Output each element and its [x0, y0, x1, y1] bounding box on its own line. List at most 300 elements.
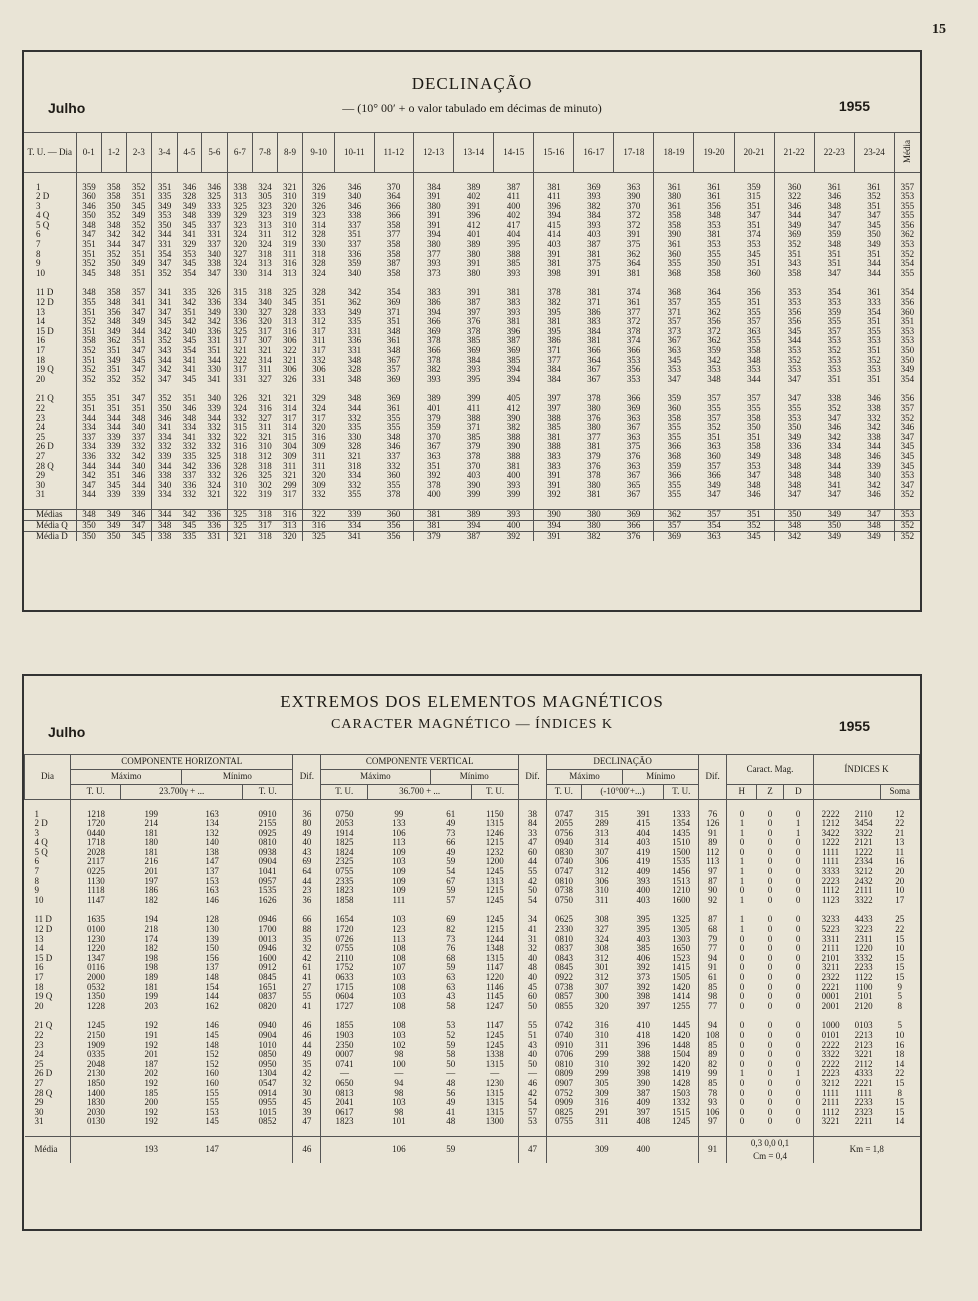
cell: 367: [386, 354, 401, 365]
cell: 0: [727, 1089, 757, 1099]
cell: 1111: [855, 1087, 873, 1098]
cell: 384: [534, 365, 574, 375]
cell: 1305: [672, 924, 691, 935]
empty-cell: [321, 1137, 368, 1163]
cell: 57: [446, 894, 456, 905]
header-hour: 2-3: [126, 133, 152, 173]
cell: 361: [626, 297, 641, 308]
cell: 91: [699, 963, 727, 973]
cell: 347: [76, 230, 102, 240]
cell: 153: [205, 875, 219, 886]
cell: 334: [347, 470, 362, 481]
cell: 0: [727, 1002, 757, 1012]
cell: 355: [654, 481, 694, 491]
cell: 348: [131, 412, 146, 423]
cell: 352: [131, 373, 146, 384]
cell: 0617: [321, 1108, 368, 1118]
cell: 1: [727, 925, 757, 935]
row-label: 25: [34, 1058, 44, 1069]
day-row: [25, 973, 920, 983]
cell: 337: [386, 450, 401, 461]
cell: 1220: [485, 972, 504, 982]
cell: 335: [347, 422, 362, 433]
cell: 46: [293, 1031, 321, 1041]
cell: 386: [534, 336, 574, 346]
cell: 30: [293, 1089, 321, 1099]
cell: 383: [534, 462, 574, 472]
cell: 354: [694, 521, 734, 532]
cell: 355: [707, 297, 721, 308]
cell: 354: [152, 250, 178, 260]
header-hour: 19-20: [694, 133, 734, 173]
cell: 0909: [546, 1098, 581, 1108]
cell: 2101: [814, 954, 848, 964]
cell: 99: [394, 808, 404, 819]
cell: 351: [747, 200, 761, 211]
cell: 35: [293, 1060, 321, 1070]
day-row: [25, 1098, 920, 1108]
cell: 321: [282, 181, 297, 192]
cell: 0: [727, 1098, 757, 1108]
cell: 345: [894, 462, 920, 472]
cell: 381: [506, 316, 521, 327]
cell: 1850: [71, 1079, 121, 1089]
header-hour: 10-11: [335, 133, 374, 173]
cell: 378: [414, 481, 454, 491]
cell: 82: [699, 1060, 727, 1070]
cell: 390: [506, 441, 521, 452]
cell: 384: [534, 375, 574, 385]
cell: 351: [76, 250, 102, 260]
cell: 393: [414, 259, 454, 269]
cell: 355: [654, 259, 694, 269]
cell: 375: [626, 239, 641, 250]
cell: 320: [303, 471, 335, 481]
day-row: [25, 857, 920, 867]
cell: 387: [466, 297, 481, 308]
cell: 2111: [814, 1098, 848, 1108]
row-label: 25: [36, 431, 45, 442]
cell: 326: [303, 183, 335, 193]
cell: 351: [386, 316, 401, 327]
cell: 384: [587, 325, 601, 336]
cell: 0: [767, 972, 773, 982]
cell: 381: [534, 259, 574, 269]
cell: 2150: [71, 1031, 121, 1041]
cell: 1500: [672, 846, 691, 857]
cell: 347: [152, 375, 178, 385]
cell: 59: [446, 856, 456, 867]
cell: 346: [131, 470, 146, 481]
cell: 337: [76, 433, 102, 443]
cell: 1041: [258, 866, 277, 877]
cell: 345: [107, 479, 121, 490]
cell: 379: [587, 450, 601, 461]
cell: 340: [258, 297, 272, 308]
cell: 369: [587, 181, 601, 192]
cell: 387: [386, 258, 401, 269]
cell: 367: [587, 364, 601, 375]
row-label: 20: [36, 373, 45, 384]
cell: 336: [347, 248, 362, 259]
cell: 364: [707, 287, 721, 298]
cell: 377: [534, 356, 574, 366]
cell: 351: [107, 393, 121, 404]
cell: 0: [795, 808, 801, 819]
header-caract: Caract. Mag.: [727, 755, 814, 785]
cell: 344: [76, 462, 102, 472]
cell: 347: [854, 510, 894, 521]
cell: 357: [654, 298, 694, 308]
cell: 327: [258, 412, 272, 423]
cell: 2222: [814, 810, 848, 820]
declinacao-title: DECLINAÇÃO: [411, 74, 533, 93]
cell: 378: [587, 470, 601, 481]
mean-row: [24, 531, 920, 541]
cell: 347: [894, 433, 920, 443]
cell: 63: [446, 972, 456, 982]
cell: 1245: [485, 866, 504, 877]
cell: 1218: [71, 810, 121, 820]
cell: 352: [152, 336, 178, 346]
cell: 1415: [672, 962, 691, 973]
cell: 355: [774, 404, 814, 414]
cell: 340: [347, 191, 362, 202]
spacer-row: [24, 500, 920, 510]
cell: 356: [747, 287, 761, 298]
cell: 392: [534, 490, 574, 500]
header-decl: DECLINAÇÃO: [546, 755, 698, 770]
row-label: 8: [34, 875, 39, 886]
cell: 337: [182, 470, 197, 481]
cell: 42: [293, 954, 321, 964]
header-hour: 1-2: [102, 133, 127, 173]
cell: 16: [895, 1039, 905, 1050]
cell: 395: [534, 327, 574, 337]
row-label: 30: [34, 1106, 44, 1117]
extremos-year: 1955: [838, 718, 870, 734]
cell: 1600: [258, 952, 277, 963]
cell: 341: [207, 373, 221, 384]
cell: 350: [894, 356, 920, 366]
cell: 351: [76, 356, 102, 366]
cell: 8: [897, 1000, 903, 1011]
cell: 10: [895, 1029, 905, 1040]
media-row: [25, 1137, 920, 1163]
cell: 67: [446, 875, 456, 886]
cell: 103: [392, 914, 406, 925]
cell: 0103: [854, 1020, 873, 1031]
cell: 351: [76, 240, 102, 250]
day-row: [25, 896, 920, 906]
cell: 326: [282, 373, 297, 384]
cell: 339: [107, 441, 121, 452]
cell: 348: [107, 297, 121, 308]
cell: 371: [386, 306, 401, 317]
cell: 391: [414, 221, 454, 231]
cell: 1825: [321, 838, 368, 848]
cell: 1: [727, 867, 757, 877]
cell: 366: [587, 345, 601, 355]
cell: 360: [386, 470, 401, 481]
cell: 367: [626, 489, 641, 500]
cell: 0547: [258, 1077, 277, 1088]
cell: 403: [636, 894, 650, 905]
row-label: 23: [34, 1039, 44, 1050]
cell: 345: [282, 297, 297, 308]
cell: 76: [446, 943, 456, 954]
cell: 55: [519, 867, 547, 877]
cell: 370: [414, 433, 454, 443]
cell: 356: [707, 316, 721, 327]
cell: 347: [827, 267, 841, 278]
cell: 385: [506, 258, 521, 269]
cell: 391: [626, 229, 641, 240]
cell: 1650: [672, 943, 691, 954]
cell: 15: [895, 972, 905, 982]
row-label: 14: [34, 943, 44, 954]
cell: 333: [303, 308, 335, 318]
cell: 364: [587, 354, 601, 365]
cell: 1510: [672, 837, 691, 848]
cell: 350: [107, 200, 121, 211]
cell: 10: [895, 943, 905, 954]
cell: 55: [519, 1021, 547, 1031]
cell: 2123: [854, 1039, 873, 1050]
cell: 340: [152, 481, 178, 491]
cell: 336: [202, 510, 228, 521]
cell: 335: [152, 192, 178, 202]
cell: 349: [102, 510, 127, 521]
row-label: Média Q: [24, 521, 76, 532]
row-label: 11 D: [34, 914, 52, 925]
cell: 1505: [672, 972, 691, 982]
cell: 316: [303, 521, 335, 532]
cell: 50: [519, 886, 547, 896]
cell: 342: [207, 316, 221, 327]
cell: 351: [414, 462, 454, 472]
cell: 314: [303, 221, 335, 231]
cell: 342: [827, 431, 841, 442]
cell: 379: [466, 441, 481, 452]
cell: 85: [699, 1041, 727, 1051]
cell: 0855: [546, 1002, 581, 1012]
cell: 0850: [258, 1049, 277, 1060]
cell: 0747: [546, 867, 581, 877]
cell: 325: [227, 521, 253, 532]
cell: 40: [519, 954, 547, 964]
cell: 353: [827, 354, 841, 365]
cell: 97: [699, 867, 727, 877]
header-tu: T. U.: [664, 785, 699, 800]
cell: 353: [827, 297, 841, 308]
cell: 0813: [321, 1089, 368, 1099]
row-label: 13: [34, 933, 44, 944]
cell: 1215: [485, 924, 504, 935]
row-label: 16: [34, 962, 44, 973]
cell: 375: [626, 441, 641, 452]
cell: 59: [446, 885, 456, 896]
cell: 0852: [258, 1116, 277, 1127]
cell: 344: [107, 412, 121, 423]
cell: 335: [182, 450, 197, 461]
cell: 366: [386, 210, 401, 221]
cell: 181: [144, 827, 159, 838]
cell: 391: [534, 471, 574, 481]
cell: 351: [707, 431, 721, 442]
cell: 319: [258, 489, 272, 500]
cell: 347: [827, 412, 841, 423]
cell: 0: [727, 838, 757, 848]
cell: 377: [626, 306, 641, 317]
cell: 348: [347, 354, 362, 365]
cell: 348: [386, 325, 401, 336]
cell: 0910: [258, 808, 277, 819]
cell: 331: [347, 325, 362, 336]
cell: 353: [707, 239, 721, 250]
cell: 0: [795, 972, 801, 982]
cell: 0625: [546, 915, 581, 925]
cell: 347: [76, 481, 102, 491]
cell: 343: [152, 346, 178, 356]
cell: 27: [293, 983, 321, 993]
cell: 351: [827, 373, 841, 384]
cell: 400: [636, 885, 650, 896]
cell: 0825: [546, 1108, 581, 1118]
cell: 366: [614, 521, 654, 532]
day-row: [25, 1069, 920, 1079]
cell: 44: [519, 857, 547, 867]
cell: 2211: [854, 1116, 873, 1127]
cell: 9: [897, 981, 903, 992]
cell: 353: [827, 335, 841, 346]
cell: 336: [774, 442, 814, 452]
header-indices: ÍNDICES K: [814, 755, 920, 785]
cell: 382: [587, 200, 601, 211]
cell: 348: [747, 354, 761, 365]
cell: 322: [282, 345, 297, 355]
row-label: 26 D: [36, 441, 54, 452]
cell: 410: [636, 1020, 650, 1031]
cell: 340: [207, 393, 221, 404]
cell: 304: [282, 441, 297, 452]
cell: 332: [131, 441, 146, 452]
cell: 2233: [854, 1097, 873, 1108]
cell: 1700: [258, 924, 277, 935]
cell: 73: [446, 933, 456, 944]
cell: 338: [227, 183, 253, 193]
cell: 57: [519, 1108, 547, 1118]
cell: 359: [827, 229, 841, 240]
cell: 0: [795, 914, 801, 925]
cell: 372: [626, 219, 641, 230]
empty-cell: [664, 1137, 699, 1163]
cell: 1830: [71, 1098, 121, 1108]
cell: 324: [227, 259, 253, 269]
cell: 363: [626, 181, 641, 192]
cell: 380: [414, 202, 454, 212]
cell: 351: [76, 308, 102, 318]
cell: 361: [654, 240, 694, 250]
cell: 352: [894, 531, 920, 541]
cell: 53: [519, 1117, 547, 1127]
cell: 376: [587, 412, 601, 423]
cell: 339: [207, 402, 221, 413]
cell: 396: [534, 202, 574, 212]
cell: 352: [107, 373, 121, 384]
cell: 380: [414, 240, 454, 250]
cell: 312: [258, 450, 272, 461]
row-label: 19 Q: [34, 991, 53, 1002]
cell: 389: [466, 181, 481, 192]
cell: 1: [727, 829, 757, 839]
cell: 335: [177, 531, 202, 541]
cell: 344: [867, 441, 881, 452]
cell: 399: [466, 393, 481, 404]
cell: 348: [76, 288, 102, 298]
cell: 44: [293, 877, 321, 887]
cell: 347: [774, 375, 814, 385]
cell: 379: [414, 414, 454, 424]
cell: 302: [258, 479, 272, 490]
cell: 0013: [258, 933, 277, 944]
header-dif-h: Dif.: [293, 755, 321, 800]
cell: 350: [76, 211, 102, 221]
cell: 41: [293, 973, 321, 983]
row-label: 3: [34, 827, 39, 838]
cell: 0726: [321, 935, 368, 945]
day-row: [25, 1108, 920, 1118]
cell: 0: [727, 944, 757, 954]
cell: 68: [699, 925, 727, 935]
cell: 338: [867, 402, 881, 413]
cell: 345: [152, 317, 178, 327]
cell: 322: [227, 490, 253, 500]
cell: 300: [595, 991, 609, 1002]
header-hour: 11-12: [374, 133, 413, 173]
header-dif-v: Dif.: [519, 755, 547, 800]
cell: 341: [335, 531, 374, 541]
cell: 51: [519, 1031, 547, 1041]
cell: 0: [767, 866, 773, 877]
cell: 0738: [546, 886, 581, 896]
cell: 0: [767, 1049, 773, 1060]
cell: 367: [626, 422, 641, 433]
cell: 334: [76, 442, 102, 452]
cell: 355: [707, 248, 721, 259]
declinacao-subtitle: — (10° 00′ + o valor tabulado em décimas de minuto): [342, 101, 602, 115]
cell: 200: [144, 1097, 159, 1108]
cell: 1304: [258, 1068, 277, 1079]
cell: 334: [76, 423, 102, 433]
cell: 361: [867, 181, 881, 192]
row-label: 7: [36, 239, 41, 250]
cell: 351: [182, 393, 197, 404]
cell: 339: [107, 431, 121, 442]
cell: 347: [707, 489, 721, 500]
cell: 357: [654, 521, 694, 532]
row-label: 22: [36, 402, 45, 413]
cell: 352: [76, 259, 102, 269]
cell: 327: [227, 250, 253, 260]
row-label: 27: [36, 450, 45, 461]
cell: 1: [795, 827, 801, 838]
cell: 148: [205, 972, 219, 982]
cell: 369: [386, 373, 401, 384]
cell: 352: [76, 365, 102, 375]
cell: 382: [534, 298, 574, 308]
cell: 388: [506, 248, 521, 259]
